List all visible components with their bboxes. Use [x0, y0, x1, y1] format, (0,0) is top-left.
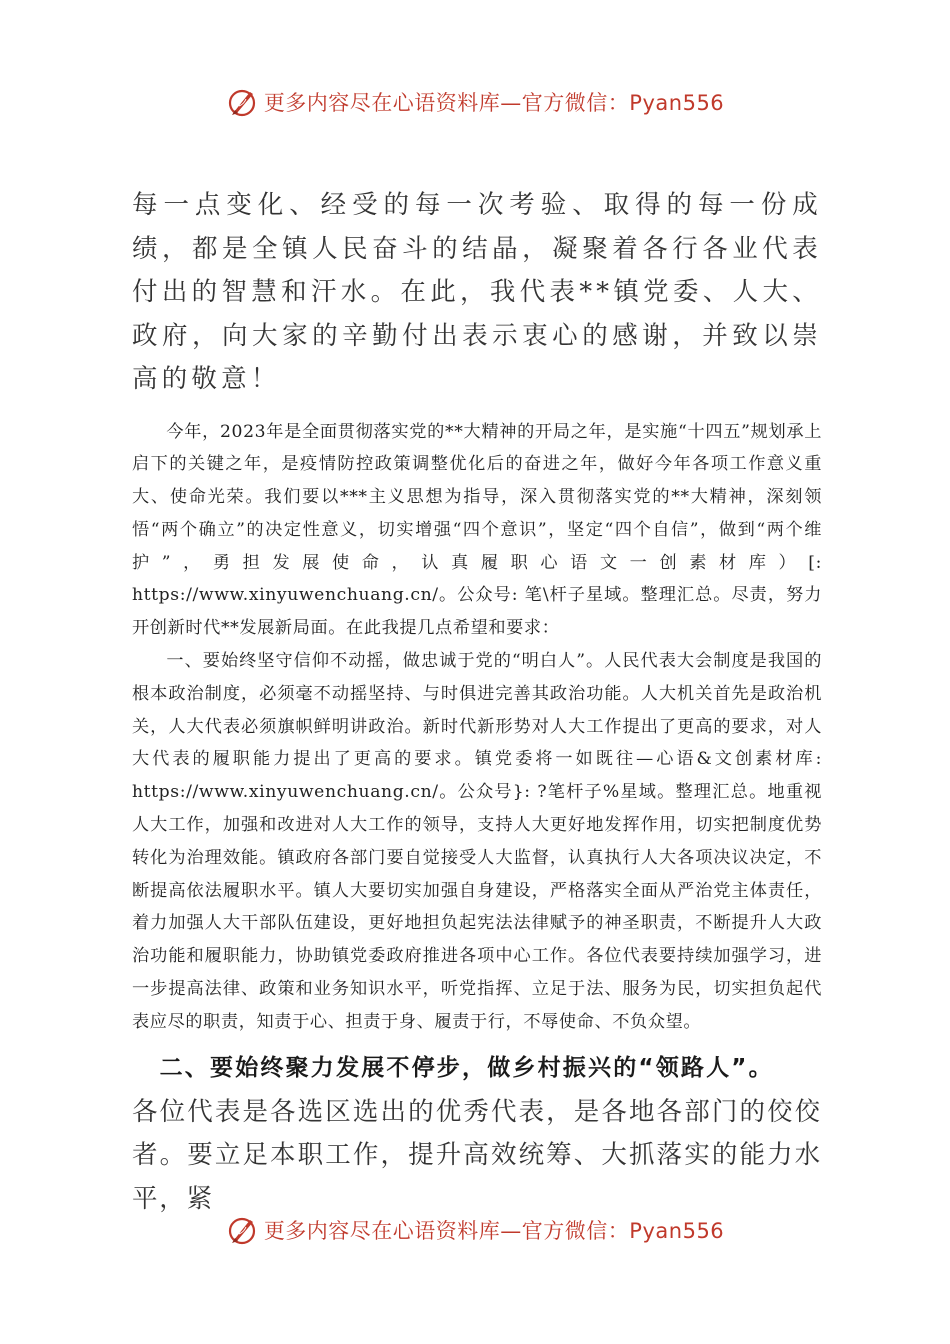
intro-paragraph: 每一点变化、经受的每一次考验、取得的每一份成绩，都是全镇人民奋斗的结晶，凝聚着各行各业代表付出的智慧和汗水。在此，我代表**镇党委、人大、政府，向大家的辛勤付出表示衷心的感谢，并致以崇高的敬意！: [132, 190, 822, 394]
document-body: [132, 184, 822, 1221]
watermark-text: 更多内容尽在心语资料库—官方微信：Pyan556: [263, 91, 725, 115]
footer-watermark-banner: [0, 1210, 950, 1250]
paragraph-point-one: 一、要始终坚守信仰不动摇，做忠诚于党的“明白人”。人民代表大会制度是我国的根本政治制度，必须毫不动摇坚持、与时俱进完善其政治功能。人大机关首先是政治机关，人大代表必须旗帜鲜明讲政治。新时代新形势对人大工作提出了更高的要求，对人大代表的履职能力提出了更高的要求。镇党委将一如既往—心语&文创素材库: https://www.xinyuwenchuang.cn/。公众号}: ?笔杆子%星域。整理汇总。地重视人大工作，加强和改进对人大工作的领导，支持人大更好地发挥作用，切实把制度优势转化为治理效能。镇政府各部门要自觉接受人大监督，认真执行人大各项决议决定，不断提高依法履职水平。镇人大要切实加强自身建设，严格落实全面从严治党主体责任，着力加强人大干部队伍建设，更好地担负起宪法法律赋予的神圣职责，不断提升人大政治功能和履职能力，协助镇党委政府推进各项中心工作。各位代表要持续加强学习，进一步提高法律、政策和业务知识水平，听党指挥、立足于法、服务为民，切实担负起代表应尽的职责，知责于心、担责于身、履责于行，不辱使命、不负众望。: [132, 651, 822, 1032]
heading-point-two: 二、要始终聚力发展不停步，做乡村振兴的“领路人”。: [159, 1054, 774, 1081]
header-watermark-banner: [0, 82, 950, 122]
watermark-text: 更多内容尽在心语资料库—官方微信：Pyan556: [263, 1219, 725, 1243]
paragraph-this-year: 今年，2023年是全面贯彻落实党的**大精神的开局之年，是实施“十四五”规划承上启下的关键之年，是疫情防控政策调整优化后的奋进之年，做好今年各项工作意义重大、使命光荣。我们要以***主义思想为指导，深入贯彻落实党的**大精神，深刻领悟“两个确立”的决定性意义，切实增强“四个意识”，坚定“四个自信”，做到“两个维护”，勇担发展使命，认真履职心语文一创素材库）[: https://www.xinyuwenchuang.cn/。公众号: 笔\杆子星域。整理汇总。尽责，努力开创新时代**发展新局面。在此我提几点希望和要求：: [132, 421, 822, 639]
quill-pen-circle-icon: [226, 1214, 258, 1246]
paragraph-point-two: 各位代表是各选区选出的优秀代表，是各地各部门的佼佼者。要立足本职工作，提升高效统筹、大抓落实的能力水平，紧: [132, 1096, 822, 1214]
quill-pen-circle-icon: [226, 86, 258, 118]
